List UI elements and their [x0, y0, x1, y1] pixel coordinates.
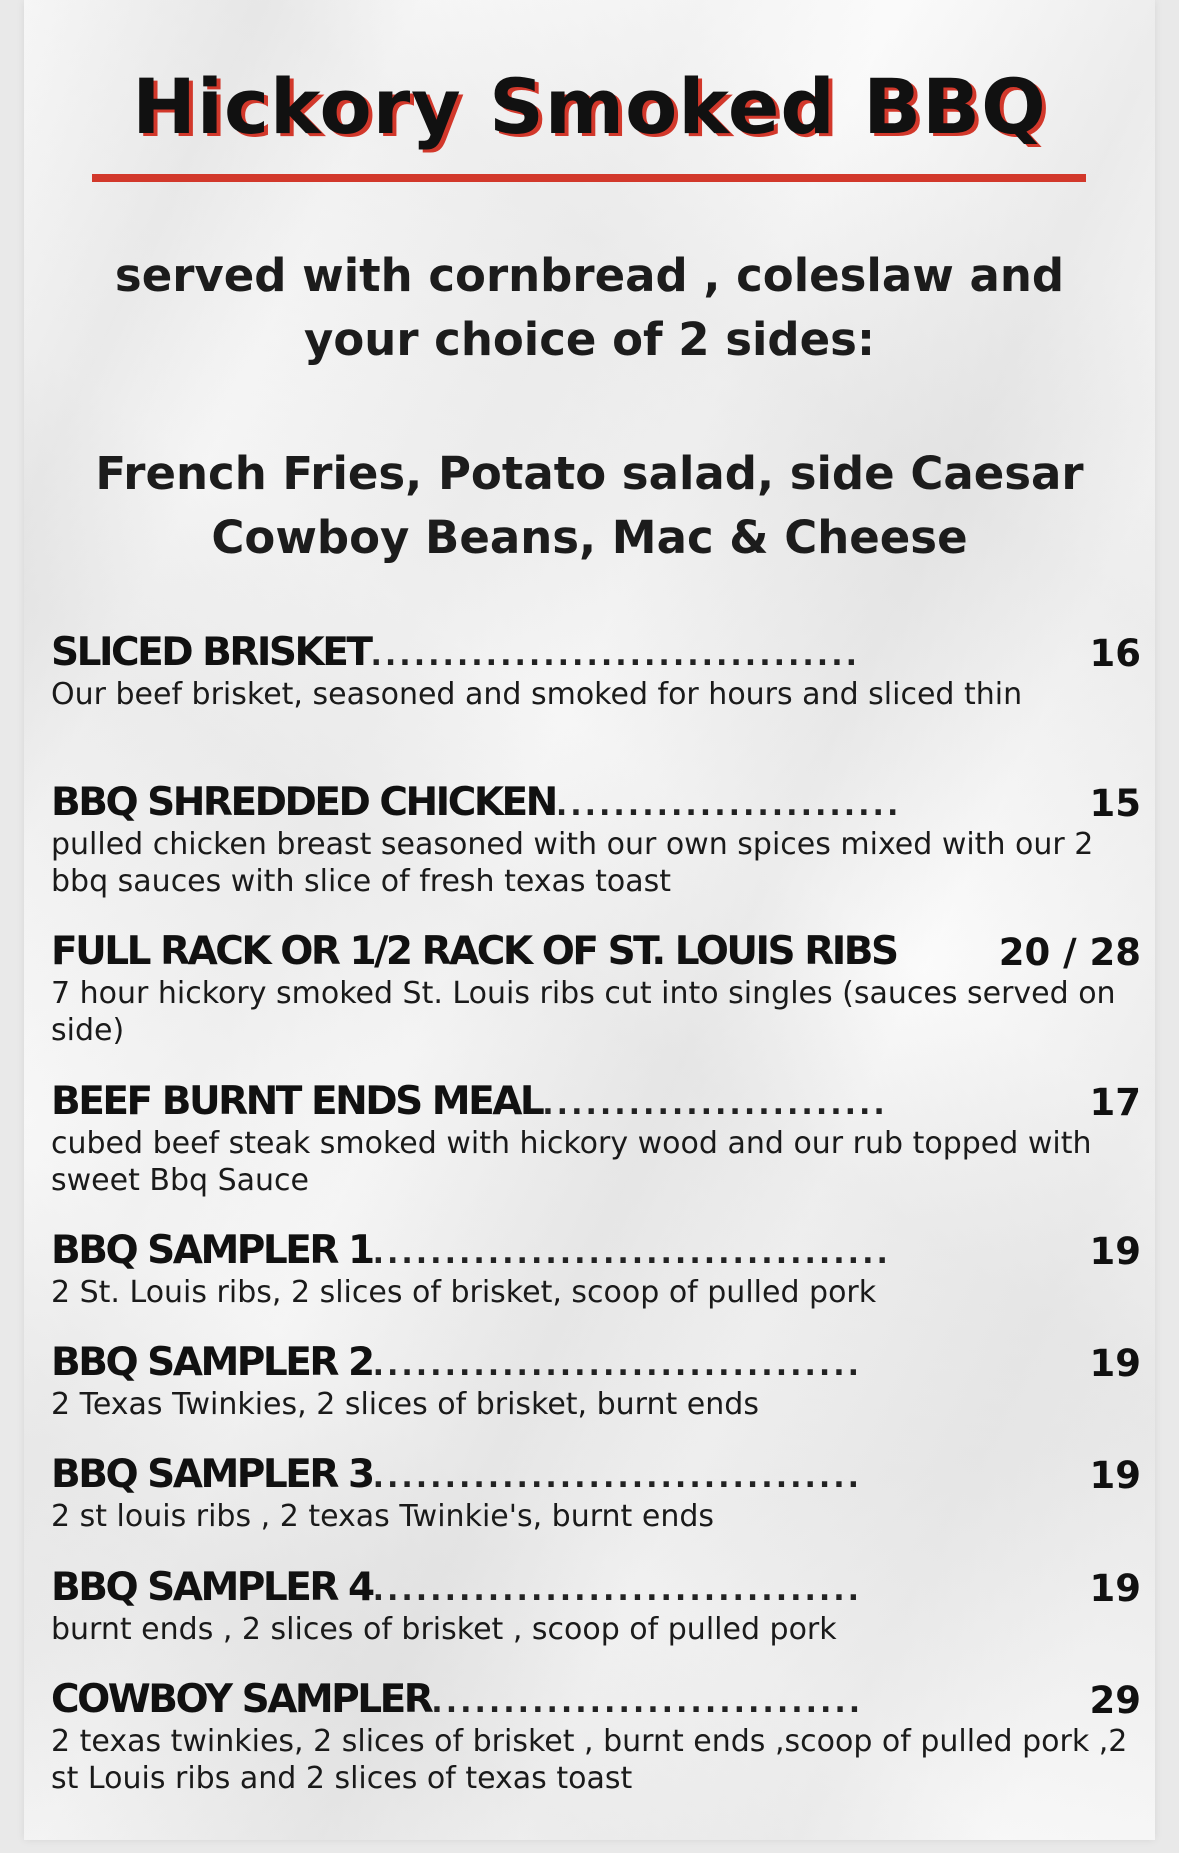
menu-item-bbq-sampler-3 — [51, 1452, 1141, 1535]
menu-item-bbq-sampler-2 — [51, 1340, 1141, 1423]
dot-leader: .................................. — [372, 1348, 863, 1383]
menu-item-header — [51, 1452, 1141, 1498]
menu-item-header — [51, 1677, 1141, 1723]
menu-item-header — [51, 1340, 1141, 1386]
menu-paper — [24, 0, 1155, 1840]
menu-item-name: BBQ SAMPLER 4 — [51, 1565, 373, 1610]
dot-leader: ........................ — [542, 1087, 888, 1122]
menu-item-price: 19 — [1089, 1567, 1141, 1610]
menu-item-name: BBQ SAMPLER 3 — [51, 1452, 373, 1497]
menu-item-sliced-brisket — [51, 630, 1141, 713]
dot-leader: .............................. — [431, 1685, 864, 1720]
menu-item-price: 15 — [1089, 782, 1141, 825]
menu-item-description: 2 St. Louis ribs, 2 slices of brisket, scoop of pulled pork — [51, 1275, 877, 1310]
dot-leader: .................................. — [372, 1573, 863, 1608]
menu-title: Hickory Smoked BBQ — [132, 62, 1047, 151]
served-line-2: your choice of 2 sides: — [304, 313, 875, 366]
menu-item-description: cubed beef steak smoked with hickory wood and our rub topped with sweet Bbq Sauce — [51, 1126, 1092, 1198]
menu-item-price: 20 / 28 — [998, 931, 1141, 974]
menu-item-price: 29 — [1089, 1679, 1141, 1722]
menu-item-name: FULL RACK OR 1/2 RACK OF ST. LOUIS RIBS — [51, 929, 897, 974]
menu-item-name: BEEF BURNT ENDS MEAL — [51, 1079, 543, 1124]
served-line-1: served with cornbread , coleslaw and — [114, 249, 1065, 302]
served-with-text — [24, 244, 1155, 372]
menu-item-description: burnt ends , 2 slices of brisket , scoop of pulled pork — [51, 1612, 837, 1647]
menu-item-header — [51, 1565, 1141, 1611]
dot-leader: .................................... — [372, 1236, 891, 1271]
menu-item-price: 19 — [1089, 1230, 1141, 1273]
dot-leader: .................................. — [372, 1460, 863, 1495]
menu-item-name: BBQ SHREDDED CHICKEN — [51, 780, 556, 825]
menu-item-bbq-sampler-1 — [51, 1228, 1141, 1311]
menu-item-description: pulled chicken breast seasoned with our own spices mixed with our 2 bbq sauces with slice of fresh texas toast — [51, 827, 1094, 899]
dot-leader: .................................. — [370, 638, 860, 673]
sides-line-2: Cowboy Beans, Mac & Cheese — [211, 511, 968, 564]
sides-line-1: French Fries, Potato salad, side Caesar — [95, 447, 1084, 500]
menu-item-header — [51, 929, 1141, 975]
menu-item-header — [51, 630, 1141, 676]
title-underline — [92, 174, 1086, 182]
menu-item-name: SLICED BRISKET — [51, 630, 371, 675]
dot-leader: ........................ — [555, 788, 902, 823]
menu-item-name: BBQ SAMPLER 2 — [51, 1340, 373, 1385]
menu-item-header — [51, 1079, 1141, 1125]
menu-item-price: 17 — [1089, 1081, 1141, 1124]
menu-item-cowboy-sampler — [51, 1677, 1141, 1797]
menu-item-description: 2 st louis ribs , 2 texas Twinkie's, burnt ends — [51, 1499, 715, 1534]
menu-item-description: 2 Texas Twinkies, 2 slices of brisket, burnt ends — [51, 1387, 759, 1422]
menu-item-price: 16 — [1089, 632, 1141, 675]
menu-item-name: BBQ SAMPLER 1 — [51, 1228, 373, 1273]
menu-item-beef-burnt-ends — [51, 1079, 1141, 1199]
menu-item-price: 19 — [1089, 1342, 1141, 1385]
menu-item-description: 7 hour hickory smoked St. Louis ribs cut into singles (sauces served on side) — [51, 976, 1116, 1048]
sides-list — [24, 442, 1155, 570]
menu-item-st-louis-ribs — [51, 929, 1141, 1049]
menu-item-name: COWBOY SAMPLER — [51, 1677, 432, 1722]
menu-item-header — [51, 780, 1141, 826]
menu-item-header — [51, 1228, 1141, 1274]
menu-item-description: 2 texas twinkies, 2 slices of brisket , burnt ends ,scoop of pulled pork ,2 st Louis ribs and 2 slices of texas toast — [51, 1724, 1128, 1796]
menu-item-price: 19 — [1089, 1454, 1141, 1497]
menu-item-description: Our beef brisket, seasoned and smoked for hours and sliced thin — [51, 677, 1023, 712]
menu-item-bbq-shredded-chicken — [51, 780, 1141, 900]
menu-item-bbq-sampler-4 — [51, 1565, 1141, 1648]
